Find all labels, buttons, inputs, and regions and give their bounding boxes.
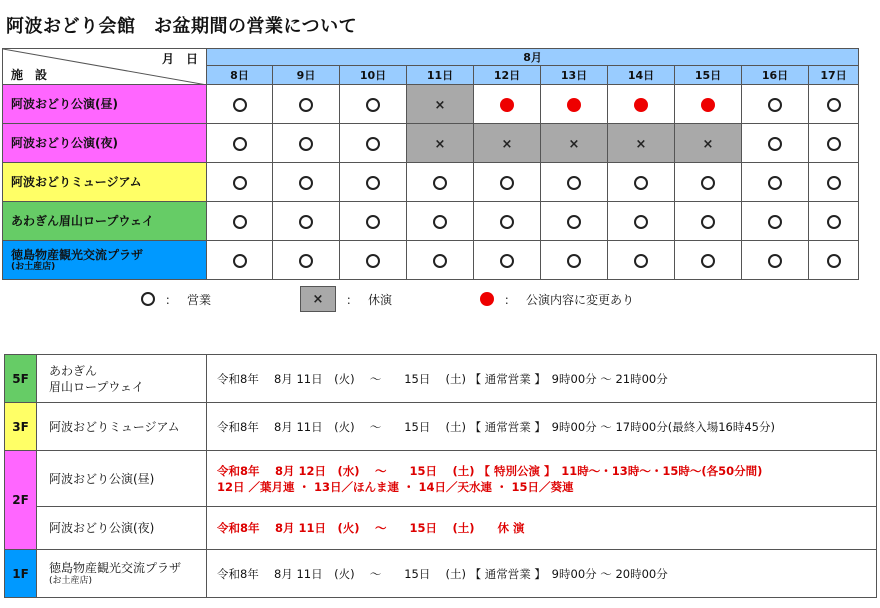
status-cell-closed [474, 124, 541, 163]
red-dot-icon [480, 292, 494, 306]
status-cell-open [742, 163, 809, 202]
status-cell-open [207, 163, 273, 202]
circle-icon [299, 215, 313, 229]
cross-icon: × [434, 136, 446, 152]
circle-icon [768, 98, 782, 112]
circle-icon [233, 215, 247, 229]
day-header: 13日 [541, 66, 608, 85]
facility-row [3, 163, 859, 202]
facility-name: 阿波おどり公演(夜) [3, 124, 207, 163]
status-cell-open [207, 124, 273, 163]
circle-icon [433, 176, 447, 190]
floor-label: 3F [5, 403, 37, 451]
status-cell-open [340, 241, 407, 280]
red-dot-icon [701, 98, 715, 112]
circle-icon [768, 215, 782, 229]
circle-icon [366, 176, 380, 190]
circle-icon [299, 98, 313, 112]
circle-icon [299, 176, 313, 190]
status-cell-open [340, 124, 407, 163]
status-cell-closed [407, 124, 474, 163]
status-cell-open [474, 241, 541, 280]
floor-hours-table [4, 354, 877, 598]
opening-hours: 令和8年 8月 11日 (火) ～ 15日 (土) 休 演 [207, 507, 877, 550]
status-cell-closed [675, 124, 742, 163]
status-cell-open [742, 85, 809, 124]
status-cell-open [608, 163, 675, 202]
circle-icon [827, 215, 841, 229]
circle-icon [233, 254, 247, 268]
circle-icon [567, 254, 581, 268]
circle-icon [233, 176, 247, 190]
legend-closed: × ： 休演 [300, 286, 392, 312]
status-cell-open [273, 85, 340, 124]
day-header: 8日 [207, 66, 273, 85]
closed-box-icon: × [300, 286, 336, 312]
floor-label: 2F [5, 451, 37, 550]
grid-corner-header [3, 49, 207, 85]
day-header: 16日 [742, 66, 809, 85]
opening-hours: 令和8年 8月 11日 (火) ～ 15日 (土) 【 通常営業 】 9時00分 ～ 21時00分 [207, 355, 877, 403]
circle-icon [433, 254, 447, 268]
circle-icon [827, 98, 841, 112]
status-cell-open [809, 241, 859, 280]
cross-icon: × [434, 97, 446, 113]
floor-facility-name: 阿波おどり公演(夜) [37, 507, 207, 550]
circle-icon [768, 137, 782, 151]
red-dot-icon [634, 98, 648, 112]
day-header: 14日 [608, 66, 675, 85]
floor-row [5, 550, 877, 598]
circle-icon [827, 254, 841, 268]
facility-name: 徳島物産観光交流プラザ (お土産店) [3, 241, 207, 280]
status-cell-open [340, 85, 407, 124]
cross-icon: × [635, 136, 647, 152]
status-cell-open [541, 163, 608, 202]
status-cell-open [742, 202, 809, 241]
circle-icon [827, 137, 841, 151]
facility-name: 阿波おどりミュージアム [3, 163, 207, 202]
circle-icon [701, 176, 715, 190]
status-cell-closed [541, 124, 608, 163]
circle-icon [141, 292, 155, 306]
circle-icon [233, 98, 247, 112]
floor-facility-name: 阿波おどりミュージアム [37, 403, 207, 451]
schedule-grid [2, 48, 859, 280]
circle-icon [701, 254, 715, 268]
status-cell-open [474, 202, 541, 241]
day-header: 11日 [407, 66, 474, 85]
facility-row [3, 85, 859, 124]
status-cell-open [809, 85, 859, 124]
status-cell-open [340, 202, 407, 241]
circle-icon [634, 176, 648, 190]
floor-label: 5F [5, 355, 37, 403]
floor-label: 1F [5, 550, 37, 598]
status-cell-open [340, 163, 407, 202]
status-cell-open [541, 241, 608, 280]
floor-facility-name: 徳島物産観光交流プラザ (お土産店) [37, 550, 207, 598]
status-cell-open [675, 163, 742, 202]
status-cell-open [809, 202, 859, 241]
circle-icon [366, 98, 380, 112]
day-header: 17日 [809, 66, 859, 85]
circle-icon [366, 137, 380, 151]
status-cell-open [273, 241, 340, 280]
legend-changed: ： 公演内容に変更あり [480, 286, 634, 312]
status-cell-changed [675, 85, 742, 124]
status-cell-open [207, 241, 273, 280]
circle-icon [768, 176, 782, 190]
circle-icon [634, 215, 648, 229]
day-header: 10日 [340, 66, 407, 85]
opening-hours: 令和8年 8月 11日 (火) ～ 15日 (土) 【 通常営業 】 9時00分 ～ 20時00分 [207, 550, 877, 598]
page-title: 阿波おどり会館 お盆期間の営業について [6, 16, 358, 37]
floor-row [5, 451, 877, 507]
status-cell-closed [608, 124, 675, 163]
circle-icon [634, 254, 648, 268]
status-cell-open [809, 163, 859, 202]
status-cell-open [608, 202, 675, 241]
floor-facility-name: 阿波おどり公演(昼) [37, 451, 207, 507]
status-cell-open [407, 163, 474, 202]
month-header: 8月 [207, 49, 859, 66]
status-cell-open [273, 163, 340, 202]
status-cell-open [675, 241, 742, 280]
circle-icon [233, 137, 247, 151]
facility-name: あわぎん眉山ロープウェイ [3, 202, 207, 241]
circle-icon [500, 176, 514, 190]
status-cell-changed [541, 85, 608, 124]
opening-hours: 令和8年 8月 11日 (火) ～ 15日 (土) 【 通常営業 】 9時00分 ～ 17時00分(最終入場16時45分) [207, 403, 877, 451]
facility-row [3, 124, 859, 163]
circle-icon [827, 176, 841, 190]
status-cell-open [207, 202, 273, 241]
cross-icon: × [501, 136, 513, 152]
status-cell-open [407, 241, 474, 280]
status-cell-open [273, 202, 340, 241]
floor-row [5, 355, 877, 403]
corner-facility-label: 施 設 [11, 68, 48, 82]
legend-changed-label: 公演内容に変更あり [526, 292, 635, 307]
red-dot-icon [500, 98, 514, 112]
cross-icon: × [702, 136, 714, 152]
status-cell-open [273, 124, 340, 163]
status-cell-changed [474, 85, 541, 124]
cross-icon: × [568, 136, 580, 152]
status-cell-changed [608, 85, 675, 124]
circle-icon [366, 254, 380, 268]
circle-icon [433, 215, 447, 229]
status-cell-open [407, 202, 474, 241]
facility-row [3, 241, 859, 280]
floor-facility-name: あわぎん 眉山ロープウェイ [37, 355, 207, 403]
facility-sub: (お土産店) [11, 261, 56, 272]
day-header: 9日 [273, 66, 340, 85]
circle-icon [701, 215, 715, 229]
status-cell-open [675, 202, 742, 241]
status-cell-open [541, 202, 608, 241]
opening-hours: 令和8年 8月 12日 (水) ～ 15日 (土) 【 特別公演 】 11時～・13時～・15時～(各50分間) 12日 ／葉月連 ・ 13日／ほんま連 ・ 14日／天水連 ・ 15日／葵連 [207, 451, 877, 507]
floor-facility-sub: (お土産店) [49, 576, 93, 586]
status-cell-open [742, 241, 809, 280]
status-cell-closed [407, 85, 474, 124]
status-cell-open [809, 124, 859, 163]
circle-icon [768, 254, 782, 268]
status-cell-open [608, 241, 675, 280]
facility-name: 阿波おどり公演(昼) [3, 85, 207, 124]
circle-icon [299, 254, 313, 268]
legend-closed-label: 休演 [368, 292, 393, 307]
facility-row [3, 202, 859, 241]
circle-icon [500, 254, 514, 268]
legend-open-label: 営業 [187, 292, 212, 307]
circle-icon [567, 176, 581, 190]
circle-icon [299, 137, 313, 151]
status-cell-open [742, 124, 809, 163]
circle-icon [366, 215, 380, 229]
floor-row [5, 403, 877, 451]
status-cell-open [207, 85, 273, 124]
day-header: 12日 [474, 66, 541, 85]
red-dot-icon [567, 98, 581, 112]
floor-row [5, 507, 877, 550]
status-cell-open [474, 163, 541, 202]
legend-open: ： 営業 [141, 286, 211, 312]
circle-icon [567, 215, 581, 229]
corner-date-label: 月 日 [161, 52, 198, 66]
day-header: 15日 [675, 66, 742, 85]
circle-icon [500, 215, 514, 229]
